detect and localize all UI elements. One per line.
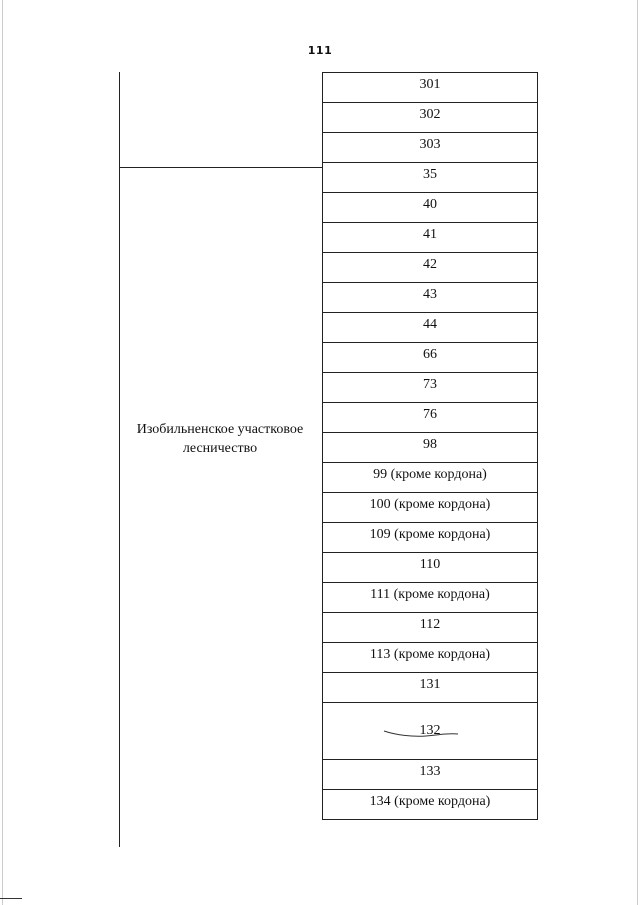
table-row (323, 103, 538, 133)
page-corner-mark (0, 898, 22, 899)
table-row (323, 463, 538, 493)
table-row (323, 283, 538, 313)
table-row (323, 133, 538, 163)
quarter-cell: 112 (323, 613, 538, 643)
quarter-cell: 109 (кроме кордона) (323, 523, 538, 553)
page-margin-left (2, 0, 3, 905)
table-row (323, 223, 538, 253)
quarter-cell: 44 (323, 313, 538, 343)
quarter-cell: 131 (323, 673, 538, 703)
table-row (323, 703, 538, 760)
quarter-cell: 302 (323, 103, 538, 133)
quarter-cell: 73 (323, 373, 538, 403)
table-row (323, 403, 538, 433)
quarter-cell: 110 (323, 553, 538, 583)
table-row (323, 343, 538, 373)
group-divider (119, 167, 322, 168)
quarter-label: 132 (419, 723, 441, 738)
quarter-cell: 41 (323, 223, 538, 253)
quarter-cell: 43 (323, 283, 538, 313)
quarter-cell: 100 (кроме кордона) (323, 493, 538, 523)
table-row (323, 193, 538, 223)
quarter-cell: 133 (323, 760, 538, 790)
table-row (323, 613, 538, 643)
table-row (323, 373, 538, 403)
quarter-cell: 99 (кроме кордона) (323, 463, 538, 493)
table-row (323, 253, 538, 283)
table-row (323, 493, 538, 523)
quarter-cell: 35 (323, 163, 538, 193)
table-row (323, 760, 538, 790)
quarter-cell: 134 (кроме кордона) (323, 790, 538, 820)
table-row (323, 163, 538, 193)
page-margin-right (637, 0, 638, 905)
table-row (323, 583, 538, 613)
table-row (323, 313, 538, 343)
quarter-cell: 301 (323, 73, 538, 103)
quarter-cell (323, 703, 538, 760)
quarter-cell: 66 (323, 343, 538, 373)
quarter-mark (420, 719, 441, 743)
table-row (323, 553, 538, 583)
quarter-cell: 98 (323, 433, 538, 463)
quarter-cell: 42 (323, 253, 538, 283)
left-column-rule-top (119, 72, 120, 168)
table-row (323, 673, 538, 703)
table-row (323, 433, 538, 463)
quarter-cell: 111 (кроме кордона) (323, 583, 538, 613)
district-label: Изобильненское участковое лесничество (136, 422, 304, 456)
quarter-cell: 303 (323, 133, 538, 163)
quarters-table (322, 72, 538, 820)
table-row (323, 643, 538, 673)
quarter-cell: 40 (323, 193, 538, 223)
left-column-rule (119, 167, 120, 847)
quarter-cell: 76 (323, 403, 538, 433)
page-number: 111 (307, 44, 333, 57)
quarter-cell: 113 (кроме кордона) (323, 643, 538, 673)
table-row (323, 523, 538, 553)
table-row (323, 790, 538, 820)
table-row (323, 73, 538, 103)
